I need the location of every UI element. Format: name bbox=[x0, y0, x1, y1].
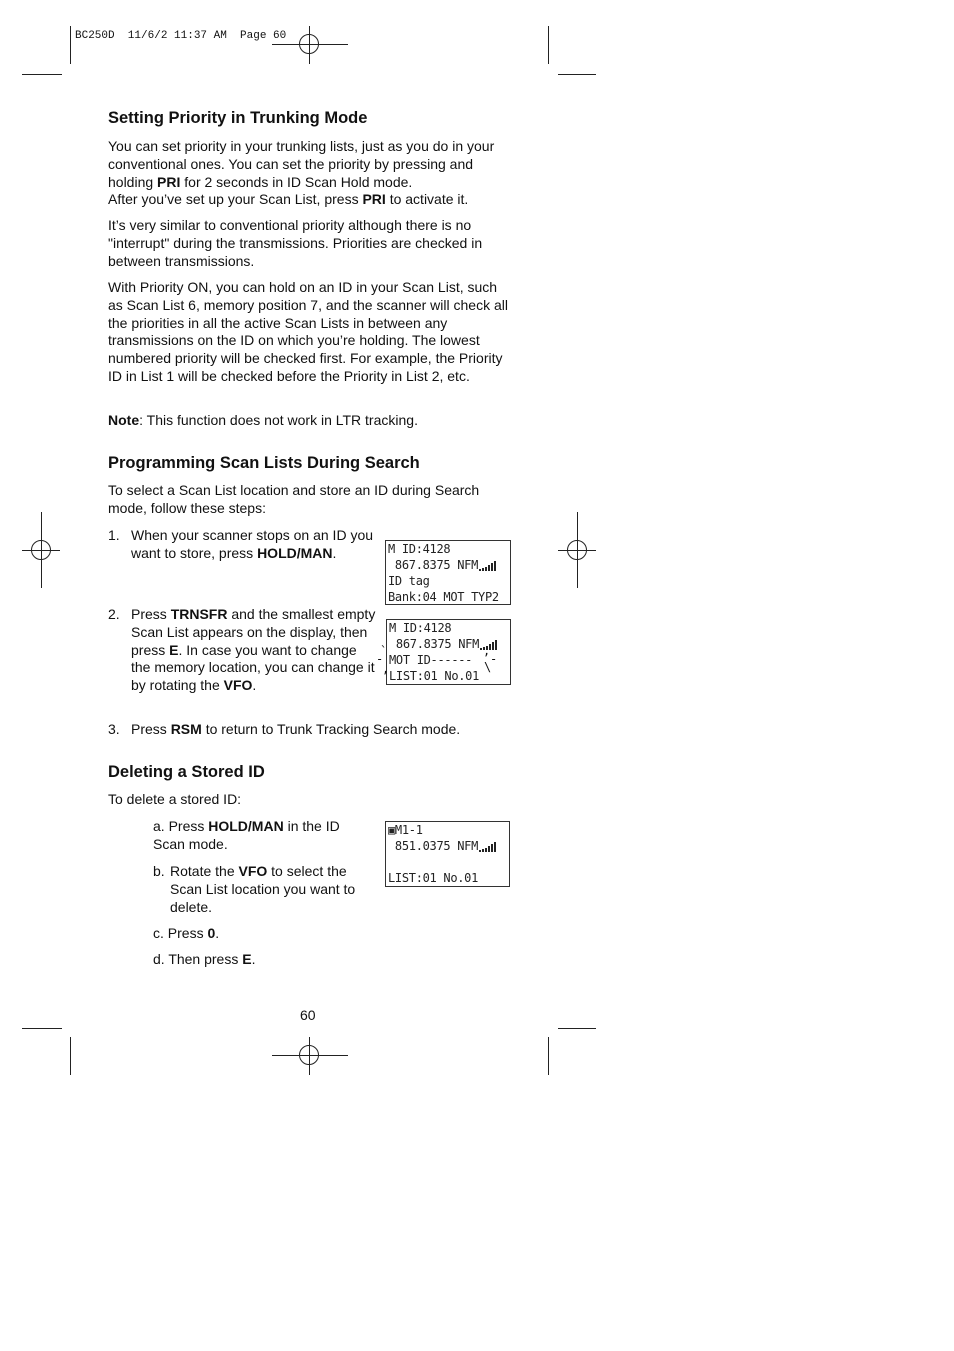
crop-mark bbox=[548, 1037, 549, 1075]
paragraph: To select a Scan List location and store an ID during Search mode, follow these steps: bbox=[108, 482, 480, 516]
signal-strength-icon bbox=[478, 561, 498, 571]
lcd-line: 867.8375 NFM bbox=[388, 557, 508, 573]
lcd-display bbox=[385, 540, 511, 605]
section-heading: Deleting a Stored ID bbox=[108, 763, 265, 781]
note-label: Note bbox=[108, 412, 140, 428]
bold-term: PRI bbox=[362, 191, 386, 208]
note bbox=[108, 412, 508, 430]
substep-d: d. Then press E. bbox=[153, 951, 256, 967]
bold-term: PRI bbox=[157, 173, 181, 190]
lcd-line: M ID:4128 bbox=[388, 542, 451, 556]
bold-term: 0 bbox=[207, 925, 216, 941]
page-number: 60 bbox=[300, 1007, 316, 1023]
lcd-line: LIST:01 No.01 bbox=[389, 669, 480, 683]
substep-b: Rotate the VFO to select the Scan List location you want to delete. bbox=[170, 863, 356, 915]
paragraph: It’s very similar to conventional priority although there is no "interrupt" during the transmissions. Priorities are checked in between transmissions. bbox=[108, 217, 483, 269]
paragraph: To delete a stored ID: bbox=[108, 791, 242, 807]
lcd-line: 867.8375 NFM bbox=[389, 636, 508, 652]
lcd-line: ▣M1-1 bbox=[388, 823, 423, 837]
lcd-display bbox=[385, 821, 510, 887]
bold-term: HOLD/MAN bbox=[257, 544, 333, 561]
paragraph: You can set priority in your trunking lists, just as you do in your conventional ones. You can set the priority by pressing and holding PRI for 2 seconds in ID Scan Hold mode. After you’ve set up your Scan List, press PRI to activate it. bbox=[108, 138, 495, 208]
step-number: 2. bbox=[108, 606, 120, 622]
bold-term: E bbox=[169, 641, 179, 658]
paragraph: With Priority ON, you can hold on an ID in your Scan List, such as Scan List 6, memory position 7, and the scanner will check all the priorities in all the active Scan Lists in between any transmissions on the ID on which you’re holding. The lowest numbered priority will be checked first. For example, the Priority ID in List 1 will be checked before the Priority in List 2, etc. bbox=[108, 279, 508, 384]
lcd-line: Bank:04 MOT TYP2 bbox=[388, 590, 499, 604]
bold-term: VFO bbox=[238, 863, 268, 879]
substep-a: a. Press HOLD/MAN in the ID Scan mode. bbox=[153, 818, 340, 852]
bold-term: E bbox=[242, 951, 252, 967]
step-text: Press RSM to return to Trunk Tracking Search mode. bbox=[131, 721, 461, 737]
section-heading: Setting Priority in Trunking Mode bbox=[108, 109, 368, 127]
step-number: 3. bbox=[108, 721, 120, 737]
crop-mark bbox=[548, 26, 549, 64]
step-text: When your scanner stops on an ID you want to store, press HOLD/MAN. bbox=[131, 527, 374, 561]
lcd-line: MOT ID------ bbox=[389, 653, 473, 667]
lcd-line: LIST:01 No.01 bbox=[388, 871, 479, 885]
step-number: 1. bbox=[108, 527, 120, 543]
lcd-line: 851.0375 NFM bbox=[388, 838, 507, 854]
running-head: BC250D 11/6/2 11:37 AM Page 60 bbox=[75, 30, 287, 42]
substep-c: c. Press 0. bbox=[153, 925, 220, 941]
lcd-line: M ID:4128 bbox=[389, 621, 452, 635]
crop-mark bbox=[70, 1037, 71, 1075]
bold-term: TRNSFR bbox=[170, 606, 228, 622]
bold-term: HOLD/MAN bbox=[208, 818, 284, 834]
crop-mark bbox=[22, 74, 62, 75]
bold-term: RSM bbox=[170, 721, 202, 737]
bold-term: VFO bbox=[223, 677, 253, 694]
lcd-line bbox=[388, 854, 507, 870]
step-text: Press TRNSFR and the smallest empty Scan List appears on the display, then press E. In case you want to change the memory location, you can change it by rotating the VFO. bbox=[131, 606, 376, 694]
crop-mark bbox=[22, 1028, 62, 1029]
substep-b-label: b. bbox=[153, 863, 165, 879]
crop-mark bbox=[70, 26, 71, 64]
crop-mark bbox=[558, 74, 596, 75]
section-heading: Programming Scan Lists During Search bbox=[108, 454, 420, 472]
lcd-line: ID tag bbox=[388, 574, 430, 588]
crop-mark bbox=[558, 1028, 596, 1029]
signal-strength-icon bbox=[478, 842, 498, 852]
note-text: : This function does not work in LTR tracking. bbox=[139, 412, 418, 428]
